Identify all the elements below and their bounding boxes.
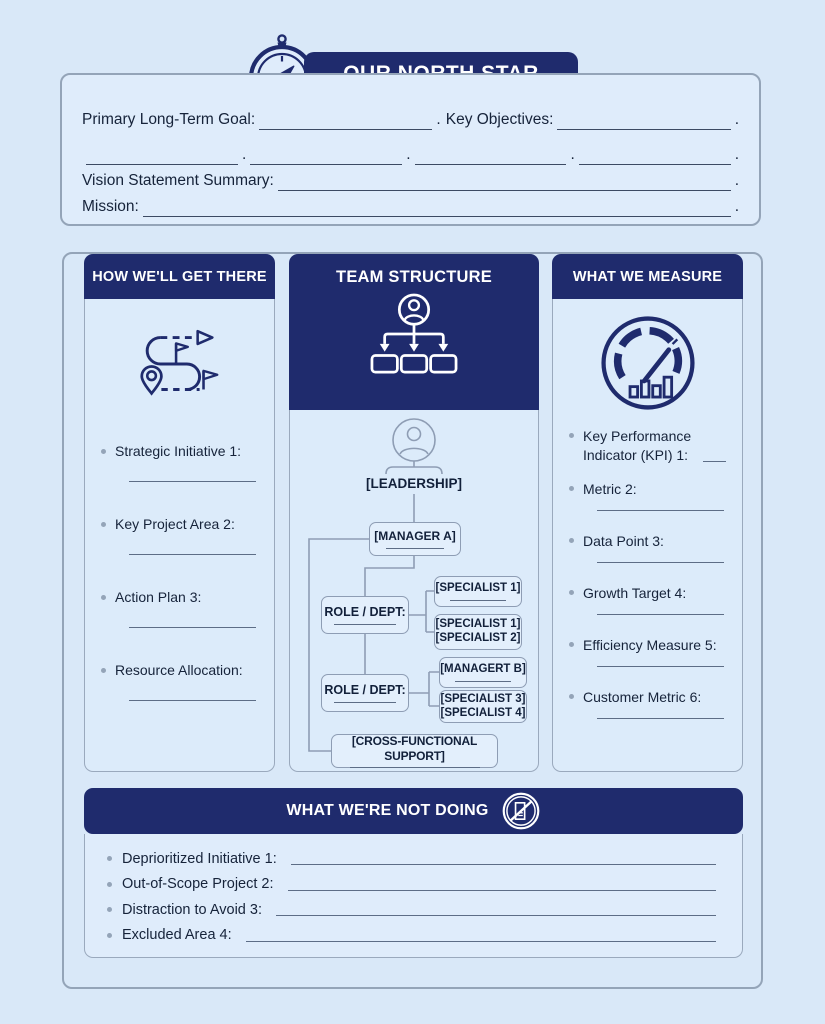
org-chart-icon	[355, 292, 473, 380]
goal-row-mission	[82, 198, 739, 217]
bullet-icon	[107, 882, 112, 887]
vision-label: Vision Statement Summary:	[82, 172, 274, 189]
org-box-specialist-1-2: [SPECIALIST 1] [SPECIALIST 2]	[434, 614, 522, 650]
list-item	[107, 923, 720, 949]
list-item	[85, 443, 274, 482]
fill-in-blank	[129, 627, 256, 628]
fill-in-blank	[288, 878, 716, 891]
gauge-icon	[553, 311, 742, 415]
bullet-icon	[569, 590, 574, 595]
objective-blank	[86, 149, 238, 166]
not-doing-title: WHAT WE'RE NOT DOING	[286, 802, 489, 819]
bullet-icon	[569, 538, 574, 543]
fill-in-blank	[129, 700, 256, 701]
fill-in-blank	[703, 461, 726, 462]
period: .	[406, 146, 411, 163]
org-box-managert-b: [MANAGERT B]	[439, 657, 527, 688]
objective-blank	[415, 149, 567, 166]
person-icon	[393, 419, 435, 461]
team-title: TEAM STRUCTURE	[336, 268, 492, 286]
team-body	[289, 410, 539, 772]
item-label: Metric 2:	[583, 480, 637, 497]
measure-title: WHAT WE MEASURE	[572, 268, 723, 285]
org-box-specialist-3-4: [SPECIALIST 3] [SPECIALIST 4]	[439, 690, 527, 723]
list-item	[107, 846, 720, 872]
period: .	[570, 146, 575, 163]
objective-blank	[250, 149, 402, 166]
item-label: Distraction to Avoid 3:	[122, 901, 262, 918]
item-label: Data Point 3:	[583, 532, 664, 549]
fill-in-blank	[291, 852, 716, 865]
main-sections	[62, 252, 763, 989]
how-title: HOW WE'LL GET THERE	[92, 268, 267, 285]
fill-in-blank	[129, 481, 256, 482]
item-label: Deprioritized Initiative 1:	[122, 850, 277, 867]
prohibited-icon	[501, 791, 541, 831]
measure-body	[552, 299, 743, 772]
section-how-well-get-there	[84, 254, 275, 772]
section-team-structure	[289, 254, 539, 772]
primary-goal-label: Primary Long-Term Goal:	[82, 111, 256, 128]
bullet-icon	[569, 642, 574, 647]
item-label: Resource Allocation:	[115, 662, 243, 678]
item-label: Growth Target 4:	[583, 584, 687, 601]
item-label: Action Plan 3:	[115, 589, 202, 605]
list-item	[553, 689, 742, 719]
not-doing-banner	[84, 788, 743, 834]
item-label: Key Performance Indicator (KPI) 1:	[583, 428, 692, 463]
period: .	[436, 111, 441, 128]
fill-in-blank	[455, 681, 511, 682]
vision-blank	[278, 175, 731, 192]
fill-in-blank	[246, 929, 716, 942]
period: .	[241, 146, 247, 163]
list-item	[85, 516, 274, 555]
org-box-specialist-1: [SPECIALIST 1]	[434, 576, 522, 607]
list-item	[553, 481, 742, 511]
bullet-icon	[569, 486, 574, 491]
period: .	[734, 198, 739, 215]
fill-in-blank	[386, 548, 444, 549]
item-label: Customer Metric 6:	[583, 688, 702, 705]
list-item	[553, 585, 742, 615]
list-item	[553, 637, 742, 667]
period: .	[734, 172, 739, 189]
measure-header	[552, 254, 743, 299]
fill-in-blank	[597, 614, 724, 615]
team-header	[289, 254, 539, 410]
fill-in-blank	[597, 718, 724, 719]
route-map-icon	[85, 315, 274, 413]
bullet-icon	[101, 668, 106, 673]
list-item	[553, 427, 742, 465]
how-body	[84, 299, 275, 772]
org-box-role-dept-2: ROLE / DEPT:	[321, 674, 409, 712]
mission-label: Mission:	[82, 198, 139, 215]
fill-in-blank	[597, 562, 724, 563]
org-box-role-dept-1: ROLE / DEPT:	[321, 596, 409, 634]
bullet-icon	[101, 595, 106, 600]
fill-in-blank	[597, 666, 724, 667]
fill-in-blank	[334, 624, 396, 625]
not-doing-body	[84, 834, 743, 958]
key-objectives-blank	[557, 114, 730, 131]
bullet-icon	[107, 907, 112, 912]
goal-box	[60, 73, 761, 226]
objective-blank	[579, 149, 731, 166]
item-label: Excluded Area 4:	[122, 927, 232, 944]
bullet-icon	[107, 933, 112, 938]
item-label: Strategic Initiative 1:	[115, 443, 242, 459]
list-item	[553, 533, 742, 563]
bullet-icon	[569, 433, 574, 438]
list-item	[107, 872, 720, 898]
org-chart	[290, 410, 538, 771]
mission-blank	[143, 201, 731, 218]
goal-row-1	[82, 111, 739, 130]
bullet-icon	[107, 856, 112, 861]
list-item	[107, 897, 720, 923]
period: .	[734, 111, 740, 128]
primary-goal-blank	[259, 114, 432, 131]
list-item	[85, 589, 274, 628]
how-header	[84, 254, 275, 299]
org-leadership-label: [LEADERSHIP]	[365, 476, 462, 491]
org-box-manager-a: [MANAGER A]	[369, 522, 461, 556]
bullet-icon	[101, 522, 106, 527]
fill-in-blank	[350, 767, 480, 768]
goal-row-2	[82, 146, 739, 165]
list-item	[85, 662, 274, 701]
org-box-cross-functional: [CROSS-FUNCTIONAL SUPPORT]	[331, 734, 498, 768]
bullet-icon	[101, 449, 106, 454]
bullet-icon	[569, 694, 574, 699]
fill-in-blank	[334, 702, 396, 703]
period: .	[734, 146, 739, 163]
key-objectives-label: Key Objectives:	[445, 111, 554, 128]
item-label: Efficiency Measure 5:	[583, 636, 717, 653]
fill-in-blank	[129, 554, 256, 555]
section-what-we-measure	[552, 254, 743, 772]
fill-in-blank	[276, 903, 716, 916]
fill-in-blank	[597, 510, 724, 511]
goal-row-vision	[82, 172, 739, 191]
fill-in-blank	[450, 600, 506, 601]
item-label: Out-of-Scope Project 2:	[122, 876, 274, 893]
item-label: Key Project Area 2:	[115, 516, 235, 532]
